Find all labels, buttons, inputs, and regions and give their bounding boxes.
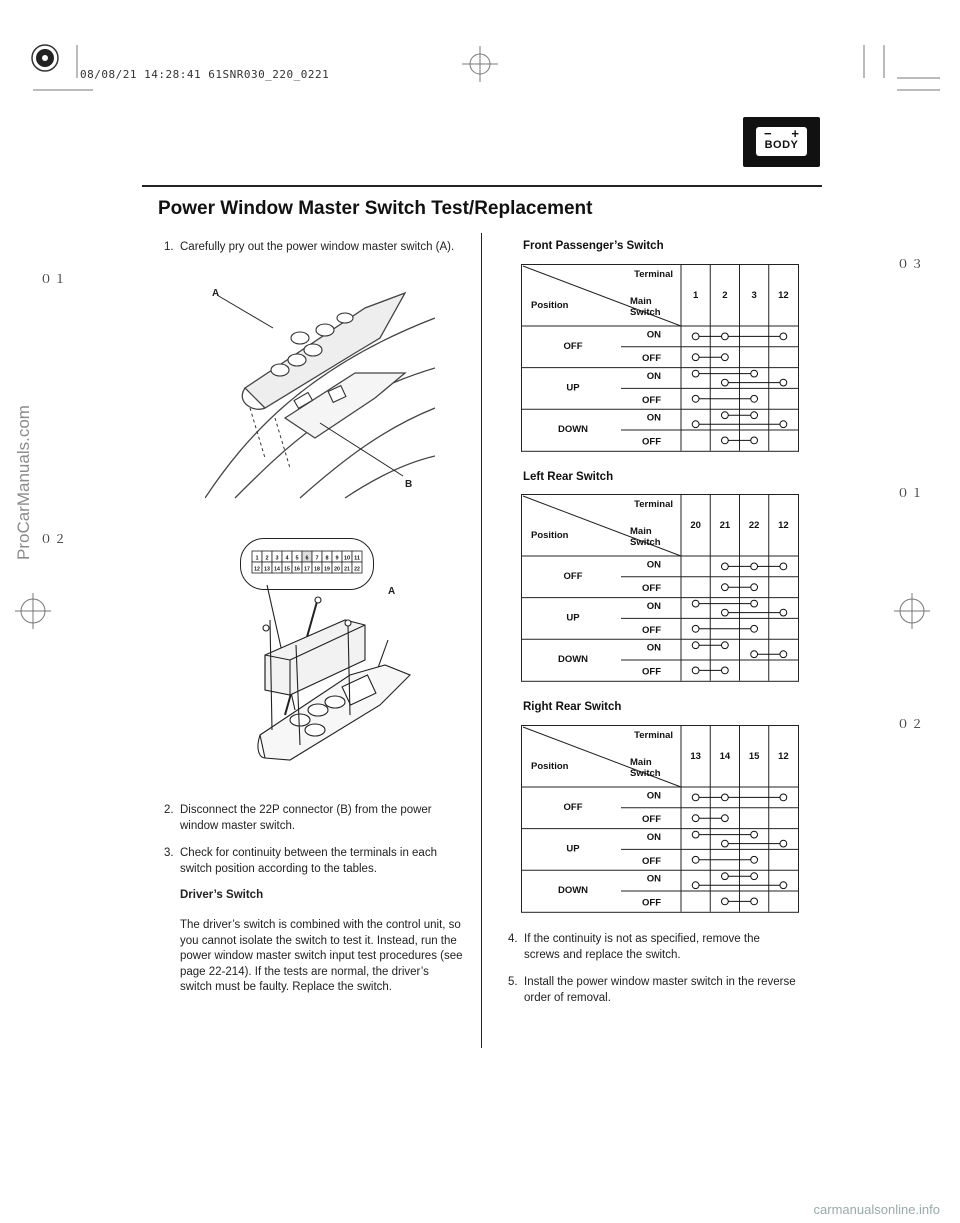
terminal-number: 20: [690, 520, 701, 531]
connector-pin-number: 10: [343, 555, 351, 562]
step-4: [508, 932, 798, 963]
main-switch-state: OFF: [642, 624, 661, 636]
terminal-node: [751, 898, 758, 905]
position-label: OFF: [563, 340, 583, 352]
side-tag: ０２: [40, 532, 69, 546]
terminal-node: [780, 333, 787, 340]
connector-pin-number: 12: [254, 566, 260, 573]
terminal-node: [692, 856, 699, 863]
terminal-node: [780, 379, 787, 386]
connector-pin-number: 13: [264, 566, 270, 573]
terminal-node: [751, 370, 758, 377]
header-terminal: Terminal: [634, 269, 673, 280]
connector-pin-number: 9: [335, 555, 339, 562]
connector-22p: [250, 548, 370, 578]
main-switch-state: ON: [646, 790, 661, 802]
connector-pin-number: 8: [325, 555, 329, 562]
terminal-node: [751, 412, 758, 419]
main-switch-state: OFF: [642, 583, 661, 595]
position-label: UP: [566, 382, 580, 394]
terminal-node: [721, 898, 728, 905]
terminal-number: 22: [748, 520, 760, 531]
terminal-node: [721, 354, 728, 361]
header-position: Position: [531, 761, 569, 772]
terminal-number: 2: [722, 290, 728, 301]
step-text: If the continuity is not as specified, remove the screws and replace the switch.: [524, 933, 760, 961]
step-text: Install the power window master switch in the reverse order of removal.: [524, 976, 796, 1004]
terminal-number: 15: [748, 751, 760, 762]
terminal-number: 13: [690, 751, 701, 762]
terminal-node: [692, 370, 699, 377]
terminal-node: [692, 667, 699, 674]
terminal-node: [721, 642, 728, 649]
step-number: 1.: [164, 241, 174, 253]
side-tag: ０３: [897, 257, 926, 271]
terminal-node: [692, 333, 699, 340]
terminal-node: [721, 563, 728, 570]
continuity-table-front-passenger: [521, 264, 801, 454]
main-switch-state: ON: [646, 371, 661, 382]
step-number: 4.: [508, 933, 518, 945]
watermark: ProCarManuals.com: [14, 405, 33, 560]
terminal-node: [721, 379, 728, 386]
side-tag: ０２: [897, 717, 926, 731]
terminal-node: [721, 794, 728, 801]
connector-pin-number: 20: [334, 566, 340, 573]
terminal-node: [721, 667, 728, 674]
position-label: UP: [566, 843, 580, 855]
step-5: [508, 975, 798, 1006]
terminal-node: [751, 625, 758, 632]
continuity-table-right-rear: [521, 725, 801, 915]
header-main-switch: Switch: [630, 768, 661, 779]
step-number: 5.: [508, 976, 518, 988]
label-a: A: [212, 288, 220, 299]
column-divider: [481, 233, 482, 1048]
terminal-node: [721, 873, 728, 880]
terminal-number: 14: [719, 751, 731, 762]
step-text: Disconnect the 22P connector (B) from the power window master switch.: [180, 804, 432, 832]
step-text: Carefully pry out the power window master switch (A).: [180, 241, 455, 253]
terminal-node: [692, 831, 699, 838]
terminal-number: 12: [778, 290, 789, 301]
main-switch-state: ON: [646, 832, 661, 843]
terminal-node: [751, 856, 758, 863]
header-main-switch: Main: [630, 757, 652, 768]
terminal-node: [751, 584, 758, 591]
side-tag: ０１: [897, 486, 926, 500]
terminal-node: [721, 412, 728, 419]
connector-pin-number: 18: [314, 566, 320, 573]
terminal-number: 3: [751, 290, 757, 301]
connector-pin-number: 3: [275, 555, 279, 562]
main-switch-state: ON: [646, 642, 661, 654]
driver-switch-text: The driver’s switch is combined with the control unit, so you cannot isolate the switch to test it. Instead, run the power window master switch input test procedures (see page 22-214). If the tests are normal, the driver’s switch must be faulty. Replace the switch.: [180, 919, 463, 993]
header-terminal: Terminal: [634, 499, 673, 510]
terminal-node: [780, 882, 787, 889]
terminal-node: [780, 840, 787, 847]
main-switch-state: ON: [646, 559, 661, 571]
position-label: DOWN: [557, 653, 589, 665]
position-label: OFF: [563, 570, 583, 582]
terminal-node: [721, 437, 728, 444]
main-switch-state: OFF: [642, 394, 661, 406]
step-2: [164, 803, 464, 834]
terminal-node: [692, 395, 699, 402]
terminal-number: 1: [692, 290, 699, 301]
terminal-node: [751, 395, 758, 402]
step-text: Check for continuity between the terminals in each switch position according to the tables.: [180, 847, 437, 875]
step-3: [164, 846, 464, 877]
header-main-switch: Switch: [630, 307, 661, 318]
table-title: Right Rear Switch: [523, 701, 622, 713]
page-title: Power Window Master Switch Test/Replacement: [158, 198, 593, 219]
label-a: A: [388, 586, 396, 597]
terminal-node: [692, 642, 699, 649]
driver-switch-heading: Driver’s Switch: [180, 889, 264, 901]
label-b: B: [405, 479, 413, 490]
terminal-node: [751, 651, 758, 658]
badge-text: BODY: [764, 139, 799, 151]
step-number: 3.: [164, 847, 174, 859]
step-number: 2.: [164, 804, 174, 816]
header-main-switch: Switch: [630, 537, 661, 548]
terminal-number: 12: [778, 520, 789, 531]
footer-watermark: carmanualsonline.info: [813, 1202, 940, 1217]
terminal-node: [751, 563, 758, 570]
main-switch-state: OFF: [642, 814, 661, 826]
header-main-switch: Main: [630, 526, 652, 537]
header-terminal: Terminal: [634, 730, 673, 741]
exploded-switch-figure: [230, 580, 440, 780]
terminal-node: [751, 437, 758, 444]
continuity-table-left-rear: [521, 494, 801, 684]
main-switch-state: ON: [646, 412, 661, 424]
position-label: OFF: [563, 801, 583, 813]
connector-pin-number: 14: [274, 566, 280, 573]
header-position: Position: [531, 530, 569, 541]
battery-icon: [756, 127, 807, 156]
terminal-node: [780, 421, 787, 428]
main-switch-state: ON: [646, 873, 661, 885]
table-title: Front Passenger’s Switch: [523, 240, 664, 252]
armrest-figure: [205, 278, 435, 500]
connector-pin-number: 16: [294, 566, 300, 573]
terminal-node: [780, 651, 787, 658]
connector-pin-number: 6: [305, 555, 309, 562]
terminal-node: [721, 584, 728, 591]
connector-pin-number: 21: [344, 566, 350, 573]
terminal-node: [692, 625, 699, 632]
connector-pin-number: 7: [315, 555, 319, 562]
terminal-node: [692, 882, 699, 889]
connector-pin-number: 15: [284, 566, 290, 573]
connector-pin-number: 1: [255, 555, 259, 562]
main-switch-state: OFF: [642, 353, 661, 365]
terminal-node: [692, 600, 699, 607]
connector-pin-number: 5: [295, 555, 299, 562]
terminal-node: [780, 563, 787, 570]
position-label: UP: [566, 612, 580, 624]
connector-pin-number: 22: [354, 566, 360, 573]
terminal-node: [692, 794, 699, 801]
table-title: Left Rear Switch: [523, 471, 614, 483]
terminal-node: [751, 600, 758, 607]
header-position: Position: [531, 300, 569, 311]
connector-pin-number: 11: [354, 555, 360, 562]
main-switch-state: OFF: [642, 897, 661, 909]
terminal-node: [692, 421, 699, 428]
connector-pin-number: 19: [324, 566, 330, 573]
position-label: DOWN: [557, 423, 589, 435]
terminal-node: [751, 873, 758, 880]
terminal-node: [721, 333, 728, 340]
side-tag: ０１: [40, 272, 69, 286]
terminal-node: [721, 840, 728, 847]
minus-sign: −: [764, 126, 772, 141]
step-1: [164, 240, 464, 256]
main-switch-state: OFF: [642, 666, 661, 678]
connector-pin-number: 17: [304, 566, 310, 573]
terminal-node: [780, 609, 787, 616]
body-section-badge: [743, 117, 820, 167]
header-rule: [142, 185, 822, 187]
terminal-node: [721, 609, 728, 616]
terminal-number: 12: [778, 751, 789, 762]
connector-pin-number: 2: [265, 555, 269, 562]
main-switch-state: OFF: [642, 855, 661, 867]
main-switch-state: ON: [646, 601, 661, 612]
position-label: DOWN: [557, 884, 589, 896]
terminal-node: [721, 815, 728, 822]
terminal-node: [692, 815, 699, 822]
registration-target-icon: [32, 45, 58, 71]
print-stamp: 08/08/21 14:28:41 61SNR030_220_0221: [80, 68, 330, 81]
header-main-switch: Main: [630, 296, 652, 307]
terminal-node: [780, 794, 787, 801]
main-switch-state: OFF: [642, 436, 661, 448]
plus-sign: +: [791, 126, 799, 141]
main-switch-state: ON: [646, 329, 661, 341]
terminal-node: [751, 831, 758, 838]
connector-pin-number: 4: [285, 555, 289, 562]
terminal-number: 21: [719, 520, 731, 531]
terminal-node: [692, 354, 699, 361]
